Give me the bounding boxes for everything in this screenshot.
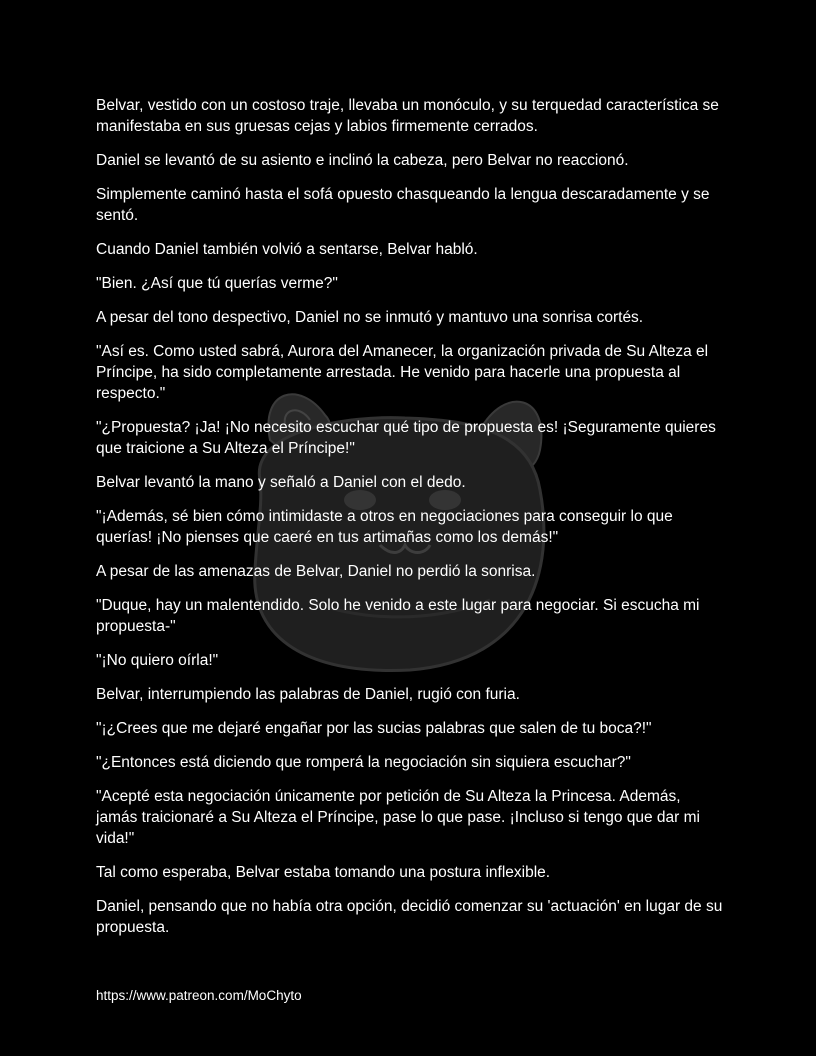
paragraph: A pesar de las amenazas de Belvar, Daniel no perdió la sonrisa. bbox=[96, 563, 536, 580]
paragraph: Belvar, vestido con un costoso traje, llevaba un monóculo, y su terquedad característica se manifestaba en sus gruesas cejas y labios firmemente cerrados. bbox=[96, 97, 719, 135]
paragraph: Daniel, pensando que no había otra opción, decidió comenzar su 'actuación' en lugar de su propuesta. bbox=[96, 898, 723, 936]
paragraph: Tal como esperaba, Belvar estaba tomando una postura inflexible. bbox=[96, 864, 551, 881]
paragraph: "¿Propuesta? ¡Ja! ¡No necesito escuchar qué tipo de propuesta es! ¡Seguramente quieres que traicione a Su Alteza el Príncipe!" bbox=[96, 419, 716, 457]
paragraph: A pesar del tono despectivo, Daniel no se inmutó y mantuvo una sonrisa cortés. bbox=[96, 309, 644, 326]
paragraph: "Así es. Como usted sabrá, Aurora del Amanecer, la organización privada de Su Alteza el Príncipe, ha sido completamente arrestada. He venido para hacerle una propuesta al respecto." bbox=[96, 343, 709, 402]
paragraph: "Duque, hay un malentendido. Solo he venido a este lugar para negociar. Si escucha mi propuesta-" bbox=[96, 597, 700, 635]
paragraph: Cuando Daniel también volvió a sentarse, Belvar habló. bbox=[96, 241, 478, 258]
paragraph: "¡¿Crees que me dejaré engañar por las sucias palabras que salen de tu boca?!" bbox=[96, 720, 652, 737]
paragraph: Belvar, interrumpiendo las palabras de Daniel, rugió con furia. bbox=[96, 686, 520, 703]
paragraph: "¿Entonces está diciendo que romperá la negociación sin siquiera escuchar?" bbox=[96, 754, 631, 771]
paragraph: Simplemente caminó hasta el sofá opuesto chasqueando la lengua descaradamente y se sentó. bbox=[96, 186, 710, 224]
paragraph: "Bien. ¿Así que tú querías verme?" bbox=[96, 275, 338, 292]
paragraph: Daniel se levantó de su asiento e inclinó la cabeza, pero Belvar no reaccionó. bbox=[96, 152, 629, 169]
paragraph: Belvar levantó la mano y señaló a Daniel con el dedo. bbox=[96, 474, 466, 491]
document-body bbox=[96, 95, 726, 951]
paragraph: "¡Además, sé bien cómo intimidaste a otros en negociaciones para conseguir lo que querías! ¡No pienses que caeré en tus artimañas como los demás!" bbox=[96, 508, 673, 546]
patreon-link[interactable]: https://www.patreon.com/MoChyto bbox=[96, 988, 302, 1003]
paragraph: "¡No quiero oírla!" bbox=[96, 652, 219, 669]
paragraph: "Acepté esta negociación únicamente por petición de Su Alteza la Princesa. Además, jamás traicionaré a Su Alteza el Príncipe, pase lo que pase. ¡Incluso si tengo que dar mi vida!" bbox=[96, 788, 700, 847]
